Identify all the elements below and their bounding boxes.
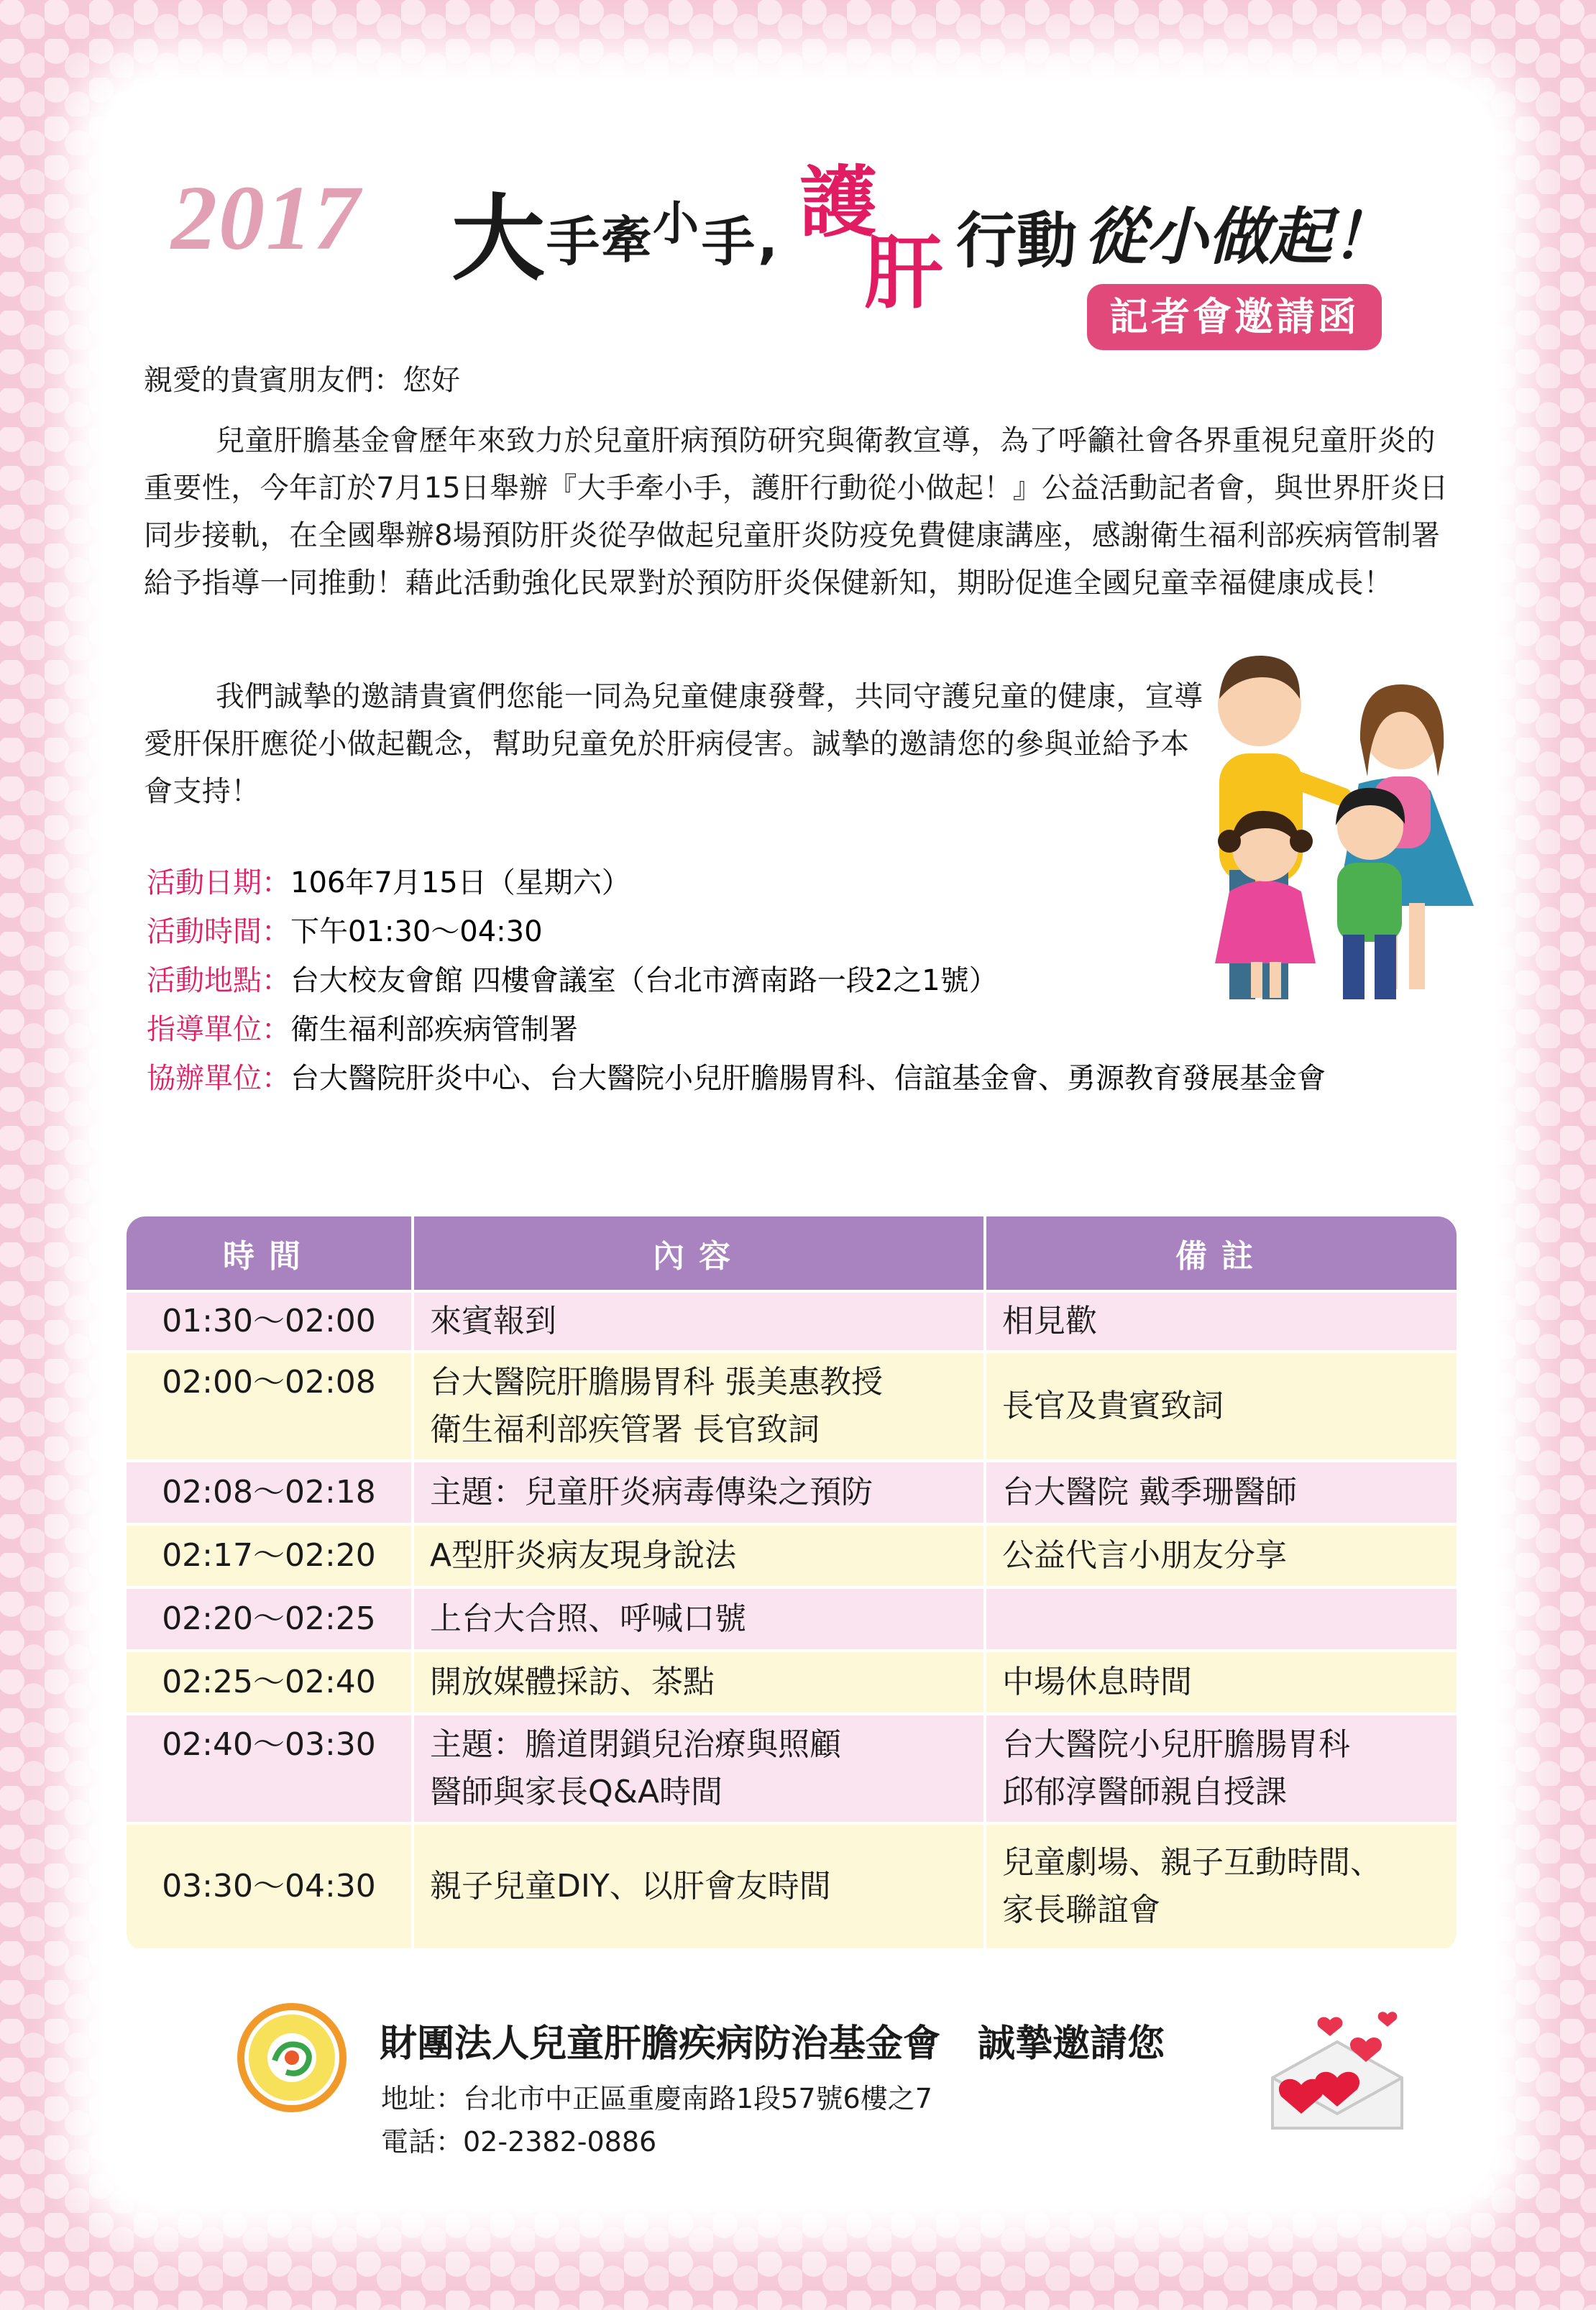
column-header-content: 內容 [413,1216,985,1291]
detail-value: 台大醫院肝炎中心、台大醫院小兒肝膽腸胃科、信誼基金會、勇源教育發展基金會 [290,1062,1326,1095]
table-row [127,1291,1457,1352]
column-header-time: 時間 [127,1216,413,1291]
table-row [127,1714,1457,1823]
title-char: 牽 [601,211,651,270]
detail-value: 衛生福利部疾病管制署 [290,1013,578,1046]
foundation-logo-mark [244,2010,339,2105]
content-line: 主題：兒童肝炎病毒傳染之預防 [430,1474,873,1511]
content-line: 開放媒體採訪、茶點 [430,1664,715,1700]
note-cell [985,1651,1457,1714]
intro-paragraph: 兒童肝膽基金會歷年來致力於兒童肝病預防研究與衛教宣導，為了呼籲社會各界重視兒童肝炎的重要性，今年訂於7月15日舉辦『大手牽小手，護肝行動從小做起！』公益活動記者會，與世界肝炎日同步接軌，在全國舉辦8場預防肝炎從孕做起兒童肝炎防疫免費健康講座，感謝衛生福利部疾病管制署給予指導一同推動！藉此活動強化民眾對於預防肝炎保健新知，期盼促進全國兒童幸福健康成長！ [144,424,1449,600]
title-char-highlight: 肝 [864,227,943,319]
detail-value: 下午01:30～04:30 [290,915,543,948]
note-line: 公益代言小朋友分享 [1002,1537,1287,1574]
organization-phone: 電話：02-2382-0886 [381,2126,657,2158]
detail-label: 活動地點： [147,964,290,997]
content-line: 主題：膽道閉鎖兒治療與照顧 [430,1726,841,1763]
detail-row [147,907,1326,956]
content-cell [413,1524,985,1587]
content-cell [413,1291,985,1352]
note-line: 家長聯誼會 [1002,1892,1160,1928]
table-row [127,1823,1457,1948]
title-char: 小 [653,198,699,251]
content-line: 來賓報到 [430,1303,556,1339]
detail-label: 活動時間： [147,915,290,948]
time-cell: 02:00～02:08 [127,1352,413,1461]
note-line: 長官及貴賓致詞 [1002,1388,1224,1424]
note-cell [985,1714,1457,1823]
note-line: 兒童劇場、親子互動時間、 [1002,1844,1382,1881]
note-cell [985,1352,1457,1461]
content-cell [413,1714,985,1823]
title-char: 手 [546,211,600,273]
title-char-highlight: 護 [799,158,878,248]
table-row [127,1524,1457,1587]
detail-label: 協辦單位： [147,1062,290,1095]
note-line: 邱郁淳醫師親自授課 [1002,1774,1287,1810]
table-header-row [127,1216,1457,1291]
content-cell [413,1651,985,1714]
title-char: 大 [451,184,546,293]
note-line: 台大醫院小兒肝膽腸胃科 [1002,1726,1350,1763]
envelope-hearts-icon [1258,1999,1416,2135]
content-cell [413,1587,985,1651]
table-row [127,1352,1457,1461]
title-word: 從小做起！ [1084,201,1393,273]
detail-row [147,858,1326,907]
content-line: 醫師與家長Q&A時間 [430,1774,723,1810]
time-cell: 02:17～02:20 [127,1524,413,1587]
foundation-logo [237,2003,347,2112]
note-line: 台大醫院 戴季珊醫師 [1002,1474,1297,1511]
detail-row [147,1005,1326,1054]
note-cell [985,1524,1457,1587]
time-cell: 02:25～02:40 [127,1651,413,1714]
time-cell: 02:20～02:25 [127,1587,413,1651]
note-cell [985,1461,1457,1524]
table-row [127,1461,1457,1524]
detail-label: 活動日期： [147,866,290,899]
content-cell [413,1823,985,1948]
detail-row [147,956,1326,1005]
note-line: 中場休息時間 [1002,1664,1192,1700]
content-cell [413,1461,985,1524]
content-line: 衛生福利部疾管署 長官致詞 [430,1411,820,1448]
invitation-badge: 記者會邀請函 [1087,284,1382,350]
invite-paragraph: 我們誠摯的邀請貴賓們您能一同為兒童健康發聲，共同守護兒童的健康，宣導愛肝保肝應從小做起觀念，幫助兒童免於肝病侵害。誠摯的邀請您的參與並給予本會支持！ [144,680,1203,808]
table-row [127,1651,1457,1714]
column-header-note: 備註 [985,1216,1457,1291]
organization-address: 地址：台北市中正區重慶南路1段57號6樓之7 [381,2083,932,2114]
table-row [127,1587,1457,1651]
greeting: 親愛的貴賓朋友們：您好 [144,364,460,397]
time-cell: 02:08～02:18 [127,1461,413,1524]
content-cell [413,1352,985,1461]
detail-label: 指導單位： [147,1013,290,1046]
detail-row [147,1054,1326,1103]
content-line: 上台大合照、呼喊口號 [430,1600,746,1637]
time-cell: 03:30～04:30 [127,1823,413,1948]
content-line: 台大醫院肝膽腸胃科 張美惠教授 [430,1364,883,1401]
detail-value: 106年7月15日（星期六） [290,866,630,899]
note-cell [985,1587,1457,1651]
content-line: 親子兒童DIY、以肝會友時間 [430,1868,831,1905]
note-line: 相見歡 [1002,1303,1097,1339]
title-word: 行動 [956,206,1078,276]
time-cell: 01:30～02:00 [127,1291,413,1352]
schedule-table [127,1216,1457,1951]
title-year: 2017 [171,167,361,269]
note-cell [985,1823,1457,1948]
title-char: , [758,208,779,270]
content-line: A型肝炎病友現身說法 [430,1537,737,1574]
event-details [147,858,1326,1103]
organization-name: 財團法人兒童肝膽疾病防治基金會 誠摯邀請您 [380,2024,1165,2065]
time-cell: 02:40～03:30 [127,1714,413,1823]
note-cell [985,1291,1457,1352]
detail-value: 台大校友會館 四樓會議室（台北市濟南路一段2之1號） [290,964,998,997]
title-char: 手 [702,211,755,273]
